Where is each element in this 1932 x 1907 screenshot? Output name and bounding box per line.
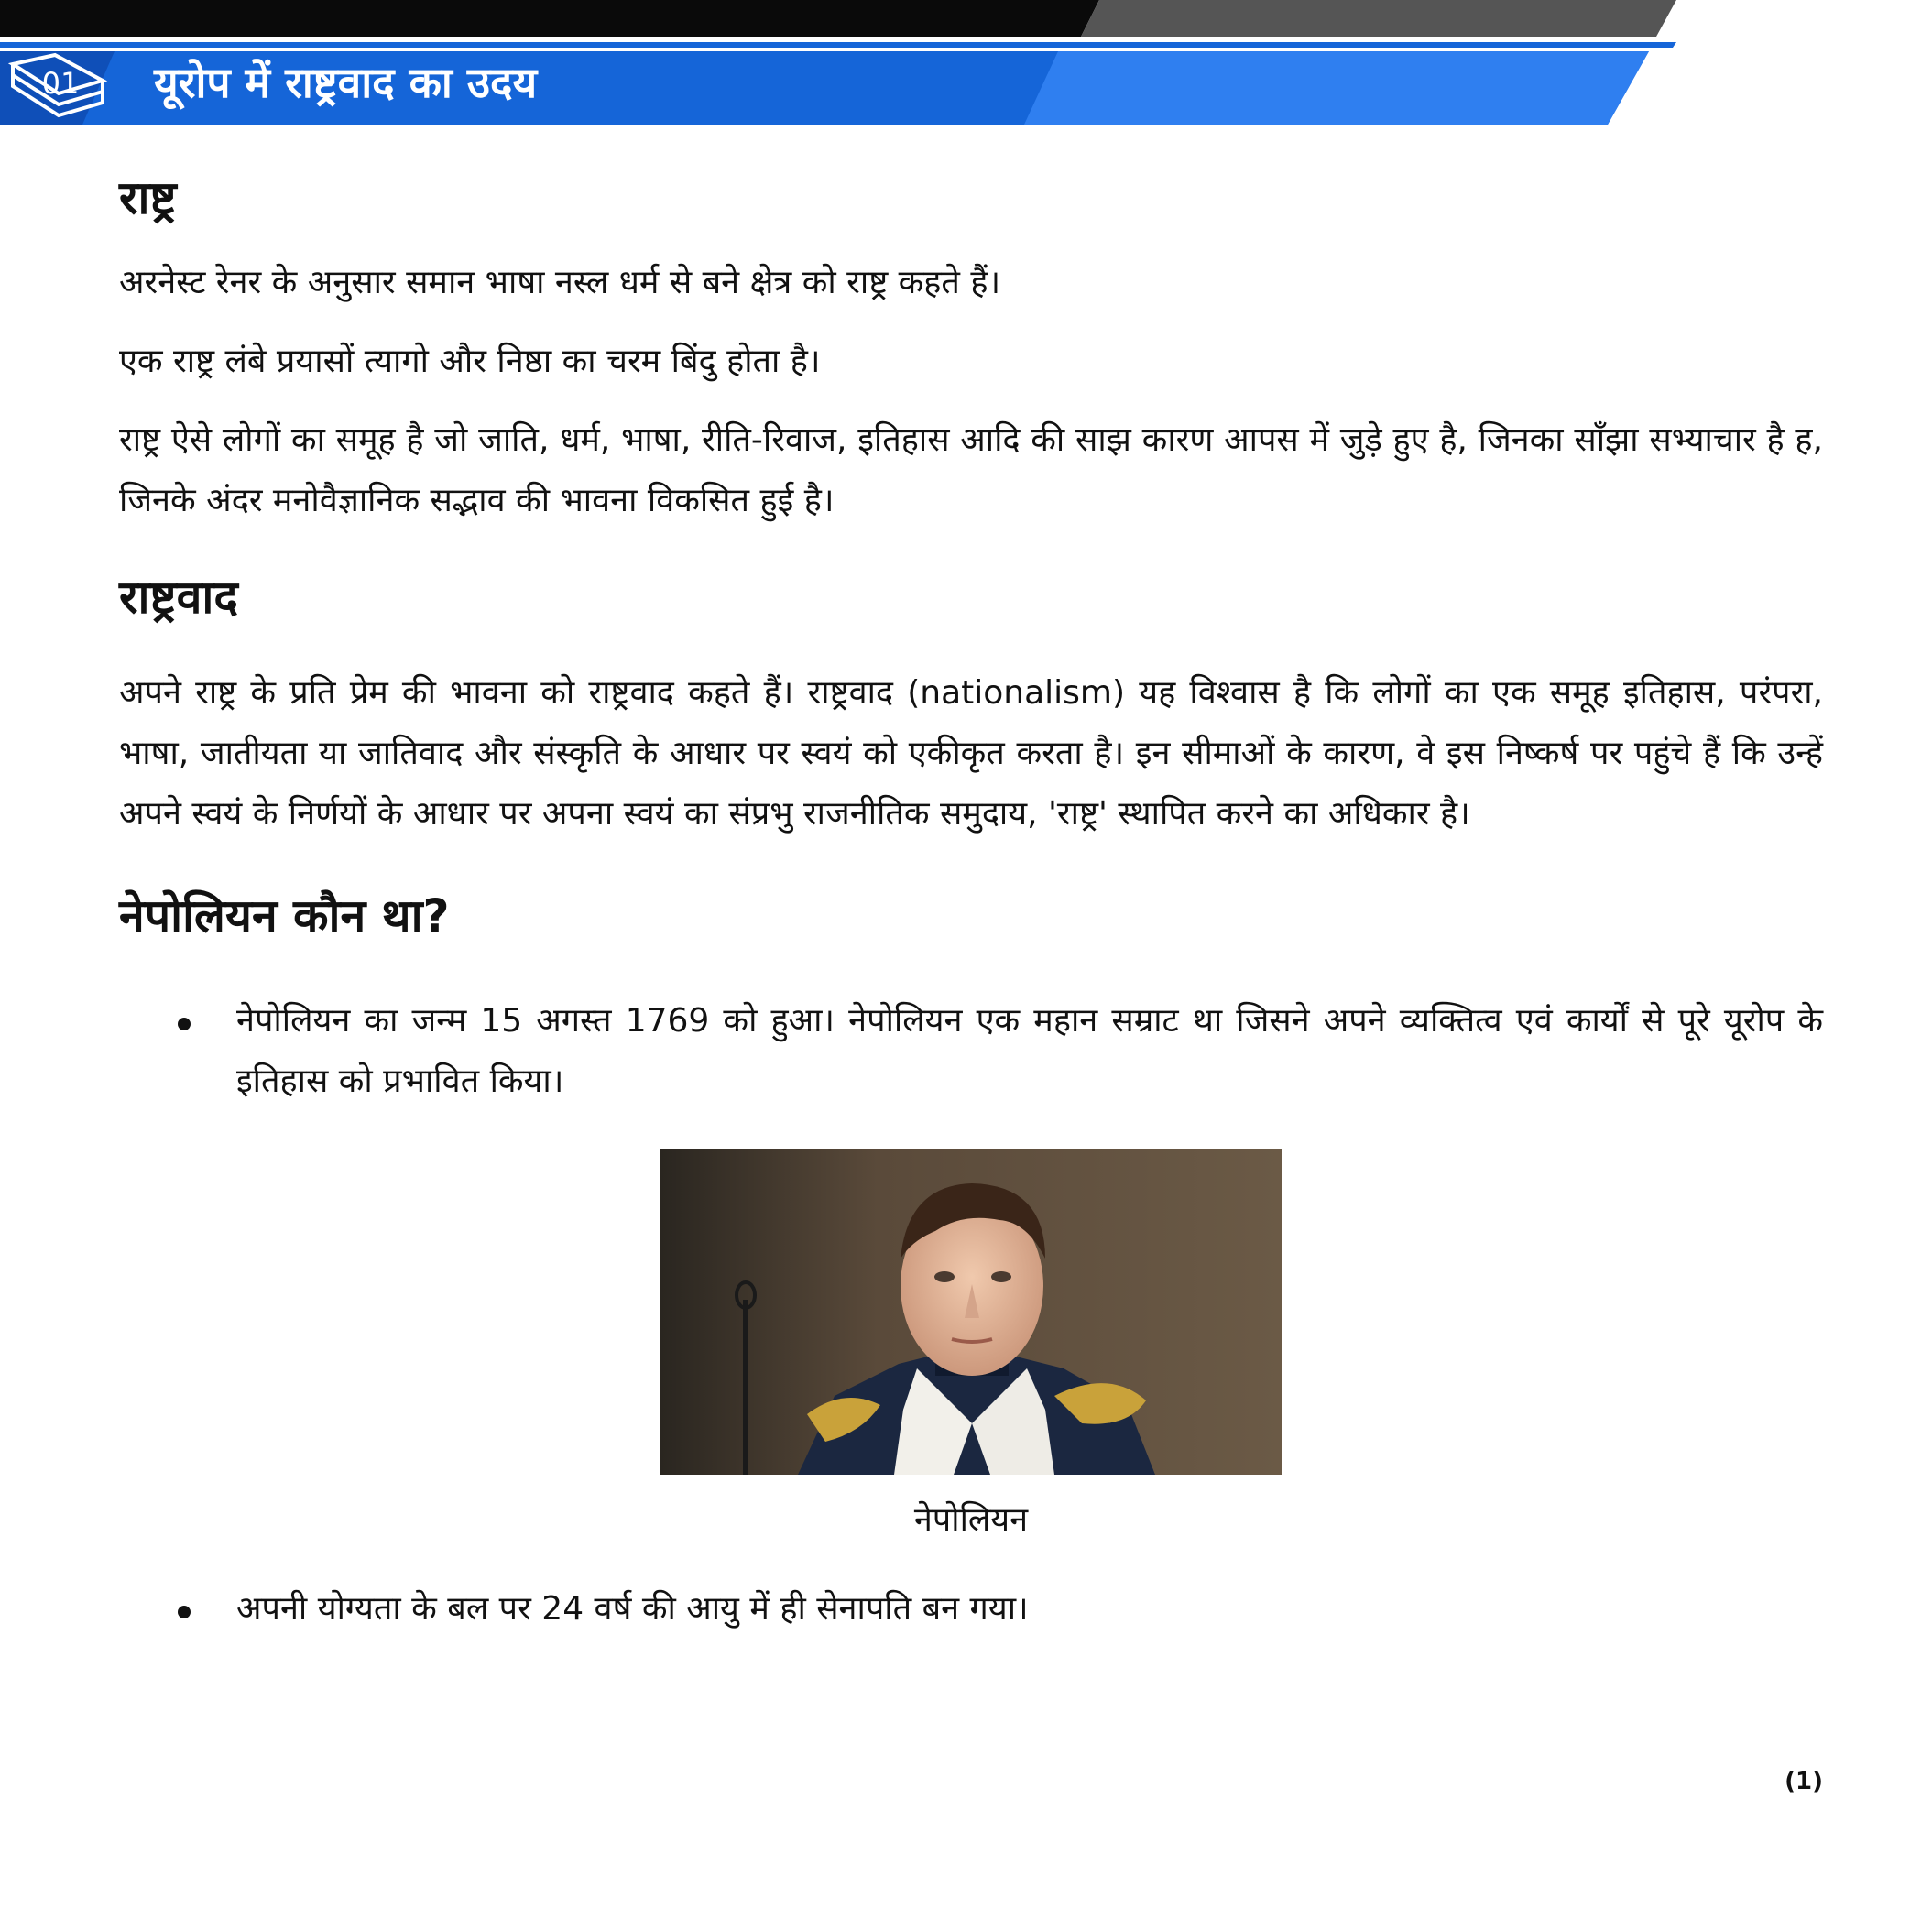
figure-caption: नेपोलियन (913, 1501, 1029, 1539)
paragraph: एक राष्ट्र लंबे प्रयासों त्यागो और निष्ठा का चरम बिंदु होता है। (119, 343, 821, 380)
section-heading-rashtravad: राष्ट्रवाद (119, 571, 238, 624)
paragraph: अरनेस्ट रेनर के अनुसार समान भाषा नस्ल धर्म से बने क्षेत्र को राष्ट्र कहते हैं। (119, 264, 1001, 301)
chapter-title: यूरोप में राष्ट्रवाद का उदय (154, 58, 538, 107)
bullet-item (119, 1579, 1823, 1640)
portrait-image (660, 1149, 1282, 1475)
paragraph: राष्ट्र ऐसे लोगों का समूह है जो जाति, धर्म, भाषा, रीति-रिवाज, इतिहास आदि की साझ कारण आपस में जुड़े हुए है, जिनका साँझा सभ्याचार है ह, जिनके अंदर मनोवैज्ञानिक सद्भाव की भावना विकसित हुई है। (119, 421, 1823, 519)
bullet-text: अपनी योग्यता के बल पर 24 वर्ष की आयु में ही सेनापति बन गया। (236, 1590, 1029, 1628)
chapter-number: 01 (41, 66, 80, 101)
bullet-icon (178, 1018, 191, 1030)
bullet-item (119, 991, 1823, 1112)
figure (119, 1149, 1823, 1542)
page-content (119, 156, 1823, 1640)
chapter-header (0, 0, 1932, 128)
napoleon-portrait (660, 1149, 1282, 1475)
section-heading-rashtra: राष्ट्र (119, 171, 177, 224)
bullet-text: नेपोलियन का जन्म 15 अगस्त 1769 को हुआ। नेपोलियन एक महान सम्राट था जिसने अपने व्यक्तित्व एवं कार्यों से पूरे यूरोप के इतिहास को प्रभावित किया। (236, 1002, 1823, 1100)
section-heading-napoleon: नेपोलियन कौन था? (119, 889, 450, 943)
page-number: (1) (1785, 1768, 1823, 1795)
paragraph: अपने राष्ट्र के प्रति प्रेम की भावना को राष्ट्रवाद कहते हैं। राष्ट्रवाद (nationalism) यह विश्वास है कि लोगों का एक समूह इतिहास, परंपरा, भाषा, जातीयता या जातिवाद और संस्कृति के आधार पर स्वयं को एकीकृत करता है। इन सीमाओं के कारण, वे इस निष्कर्ष पर पहुंचे हैं कि उन्हें अपने स्वयं के निर्णयों के आधार पर अपना स्वयं का संप्रभु राजनीतिक समुदाय, 'राष्ट्र' स्थापित करने का अधिकार है। (119, 674, 1823, 833)
bullet-icon (178, 1606, 191, 1618)
